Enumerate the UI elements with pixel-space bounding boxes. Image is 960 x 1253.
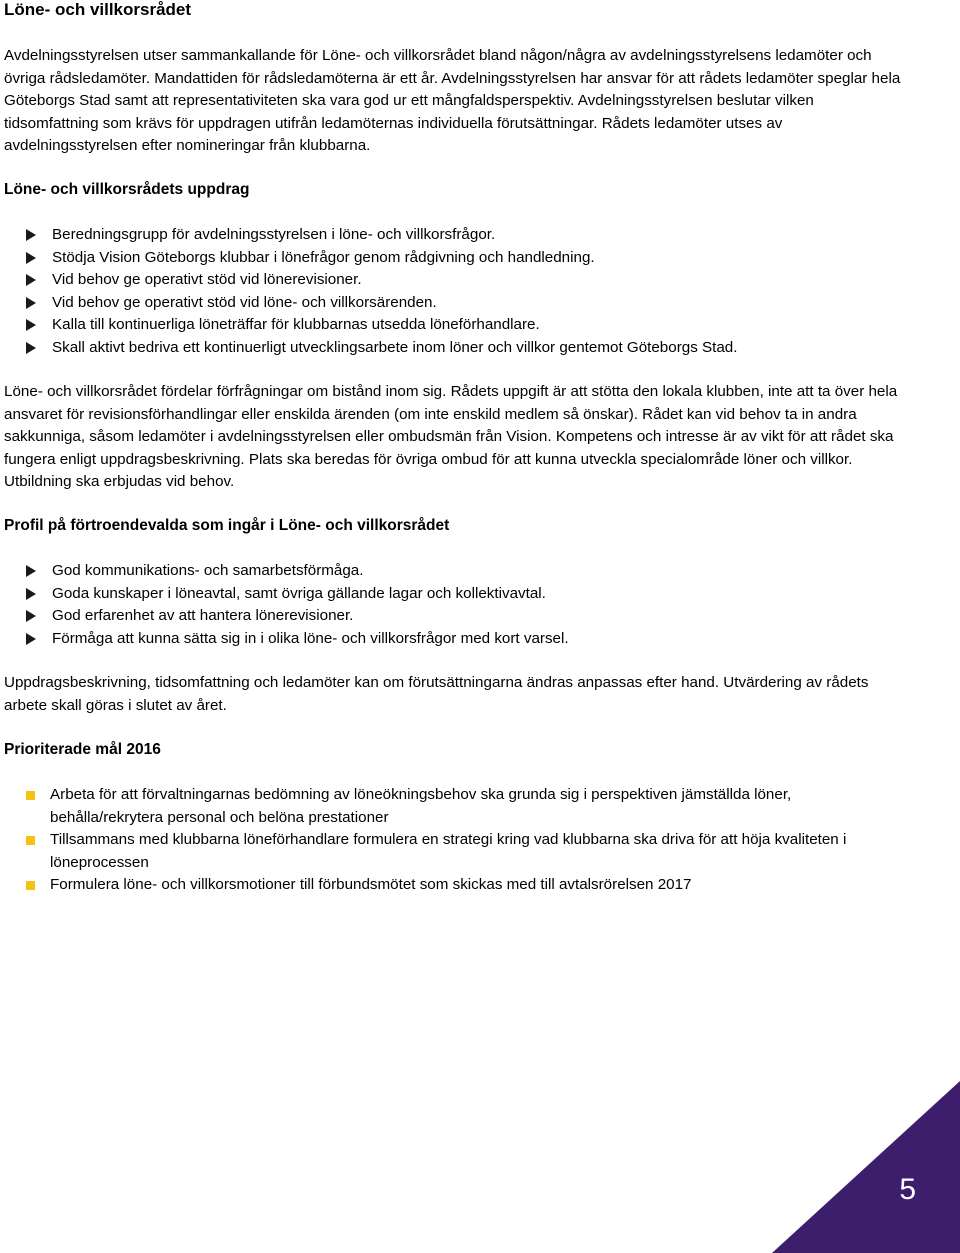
arrow-bullet-icon (26, 252, 36, 264)
page-title: Löne- och villkorsrådet (4, 0, 192, 19)
list-item: Vid behov ge operativt stöd vid lönerevisioner. (4, 269, 904, 292)
fordelar-paragraph: Löne- och villkorsrådet fördelar förfrågningar om bistånd inom sig. Rådets uppgift är att stötta den lokala klubben, inte att ta över hela ansvaret för revisionsförhandlingar eller enskilda ärenden (om inte enskild medlem så önskar). Rådet kan vid behov ta in andra sakkunniga, såsom ledamöter i avdelningsstyrelsen eller ombudsmän från Vision. Kompetens och intresse är av vikt för att rådet ska fungera enligt uppdragsbeskrivning. Plats ska beredas för övriga ombud för att kunna utveckla specialområde löner och villkor. Utbildning ska erbjudas vid behov. (4, 383, 898, 490)
intro-paragraph: Avdelningsstyrelsen utser sammankallande för Löne- och villkorsrådet bland någon/några av avdelningsstyrelsens ledamöter och övriga rådsledamöter. Mandattiden för rådsledamöterna är ett år. Avdelningsstyrelsen har ansvar för att rådets ledamöter speglar hela Göteborgs Stad samt att representativiteten ska vara god ur ett mångfaldsperspektiv. Avdelningsstyrelsen beslutar vilken tidsomfattning som krävs för uppdragen utifrån ledamöternas individuella förutsättningar. Rådets ledamöter utses av avdelningsstyrelsen efter nomineringar från klubbarna. (4, 47, 901, 154)
square-bullet-icon (26, 791, 35, 800)
list-item: Beredningsgrupp för avdelningsstyrelsen i löne- och villkorsfrågor. (4, 224, 904, 247)
arrow-bullet-icon (26, 229, 36, 241)
list-item: Arbeta för att förvaltningarnas bedömning av löneökningsbehov ska grunda sig i perspektiven jämställda löner, behålla/rekrytera personal och belöna prestationer (4, 784, 874, 829)
arrow-bullet-icon (26, 319, 36, 331)
list-item: Stödja Vision Göteborgs klubbar i lönefrågor genom rådgivning och handledning. (4, 247, 904, 270)
mal-list (4, 784, 874, 897)
corner-triangle-decoration (772, 1081, 960, 1253)
arrow-bullet-icon (26, 342, 36, 354)
list-item: God erfarenhet av att hantera lönerevisioner. (4, 605, 904, 628)
square-bullet-icon (26, 881, 35, 890)
arrow-bullet-icon (26, 297, 36, 309)
profil-list (4, 560, 904, 650)
list-item: Formulera löne- och villkorsmotioner till förbundsmötet som skickas med till avtalsrörelsen 2017 (4, 874, 874, 897)
list-item: Förmåga att kunna sätta sig in i olika löne- och villkorsfrågor med kort varsel. (4, 628, 904, 651)
list-item: Kalla till kontinuerliga löneträffar för klubbarnas utsedda löneförhandlare. (4, 314, 904, 337)
list-item: Vid behov ge operativt stöd vid löne- och villkorsärenden. (4, 292, 904, 315)
arrow-bullet-icon (26, 633, 36, 645)
list-item: Goda kunskaper i löneavtal, samt övriga gällande lagar och kollektivavtal. (4, 583, 904, 606)
utvardering-paragraph: Uppdragsbeskrivning, tidsomfattning och ledamöter kan om förutsättningarna ändras anpassas efter hand. Utvärdering av rådets arbete skall göras i slutet av året. (4, 674, 869, 714)
list-item: Tillsammans med klubbarna löneförhandlare formulera en strategi kring vad klubbarna ska driva för att höja kvaliteten i löneprocessen (4, 829, 874, 874)
arrow-bullet-icon (26, 588, 36, 600)
arrow-bullet-icon (26, 274, 36, 286)
profil-heading: Profil på förtroendevalda som ingår i Löne- och villkorsrådet (4, 517, 450, 534)
mal-heading: Prioriterade mål 2016 (4, 741, 161, 758)
page-number: 5 (899, 1173, 916, 1206)
uppdrag-list (4, 224, 904, 359)
list-item: Skall aktivt bedriva ett kontinuerligt utvecklingsarbete inom löner och villkor gentemot Göteborgs Stad. (4, 337, 904, 360)
arrow-bullet-icon (26, 610, 36, 622)
uppdrag-heading: Löne- och villkorsrådets uppdrag (4, 181, 250, 198)
square-bullet-icon (26, 836, 35, 845)
arrow-bullet-icon (26, 565, 36, 577)
list-item: God kommunikations- och samarbetsförmåga. (4, 560, 904, 583)
